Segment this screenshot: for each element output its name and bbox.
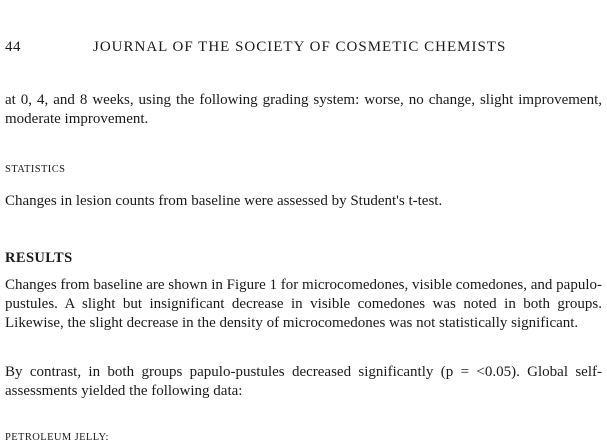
results-paragraph-2: By contrast, in both groups papulo-pustules decreased significantly (p = <0.05). Global self-assessments yielded the following data: — [5, 364, 602, 399]
journal-title: JOURNAL OF THE SOCIETY OF COSMETIC CHEMISTS — [93, 39, 507, 55]
statistics-paragraph: Changes in lesion counts from baseline were assessed by Student's t-test. — [5, 193, 443, 209]
results-heading: RESULTS — [5, 250, 73, 266]
page-number: 44 — [5, 39, 21, 55]
intro-paragraph: at 0, 4, and 8 weeks, using the following grading system: worse, no change, slight improvement, moderate improvement. — [5, 92, 602, 127]
statistics-heading: STATISTICS — [5, 164, 66, 175]
page-header — [5, 39, 600, 61]
petroleum-jelly-heading: PETROLEUM JELLY: — [5, 432, 109, 443]
results-paragraph-1: Changes from baseline are shown in Figure 1 for microcomedones, visible comedones, and papulo-pustules. A slight but insignificant decrease in visible comedones was noted in both groups. Likewise, the slight decrease in the density of microcomedones was not statistically significant. — [5, 277, 602, 331]
